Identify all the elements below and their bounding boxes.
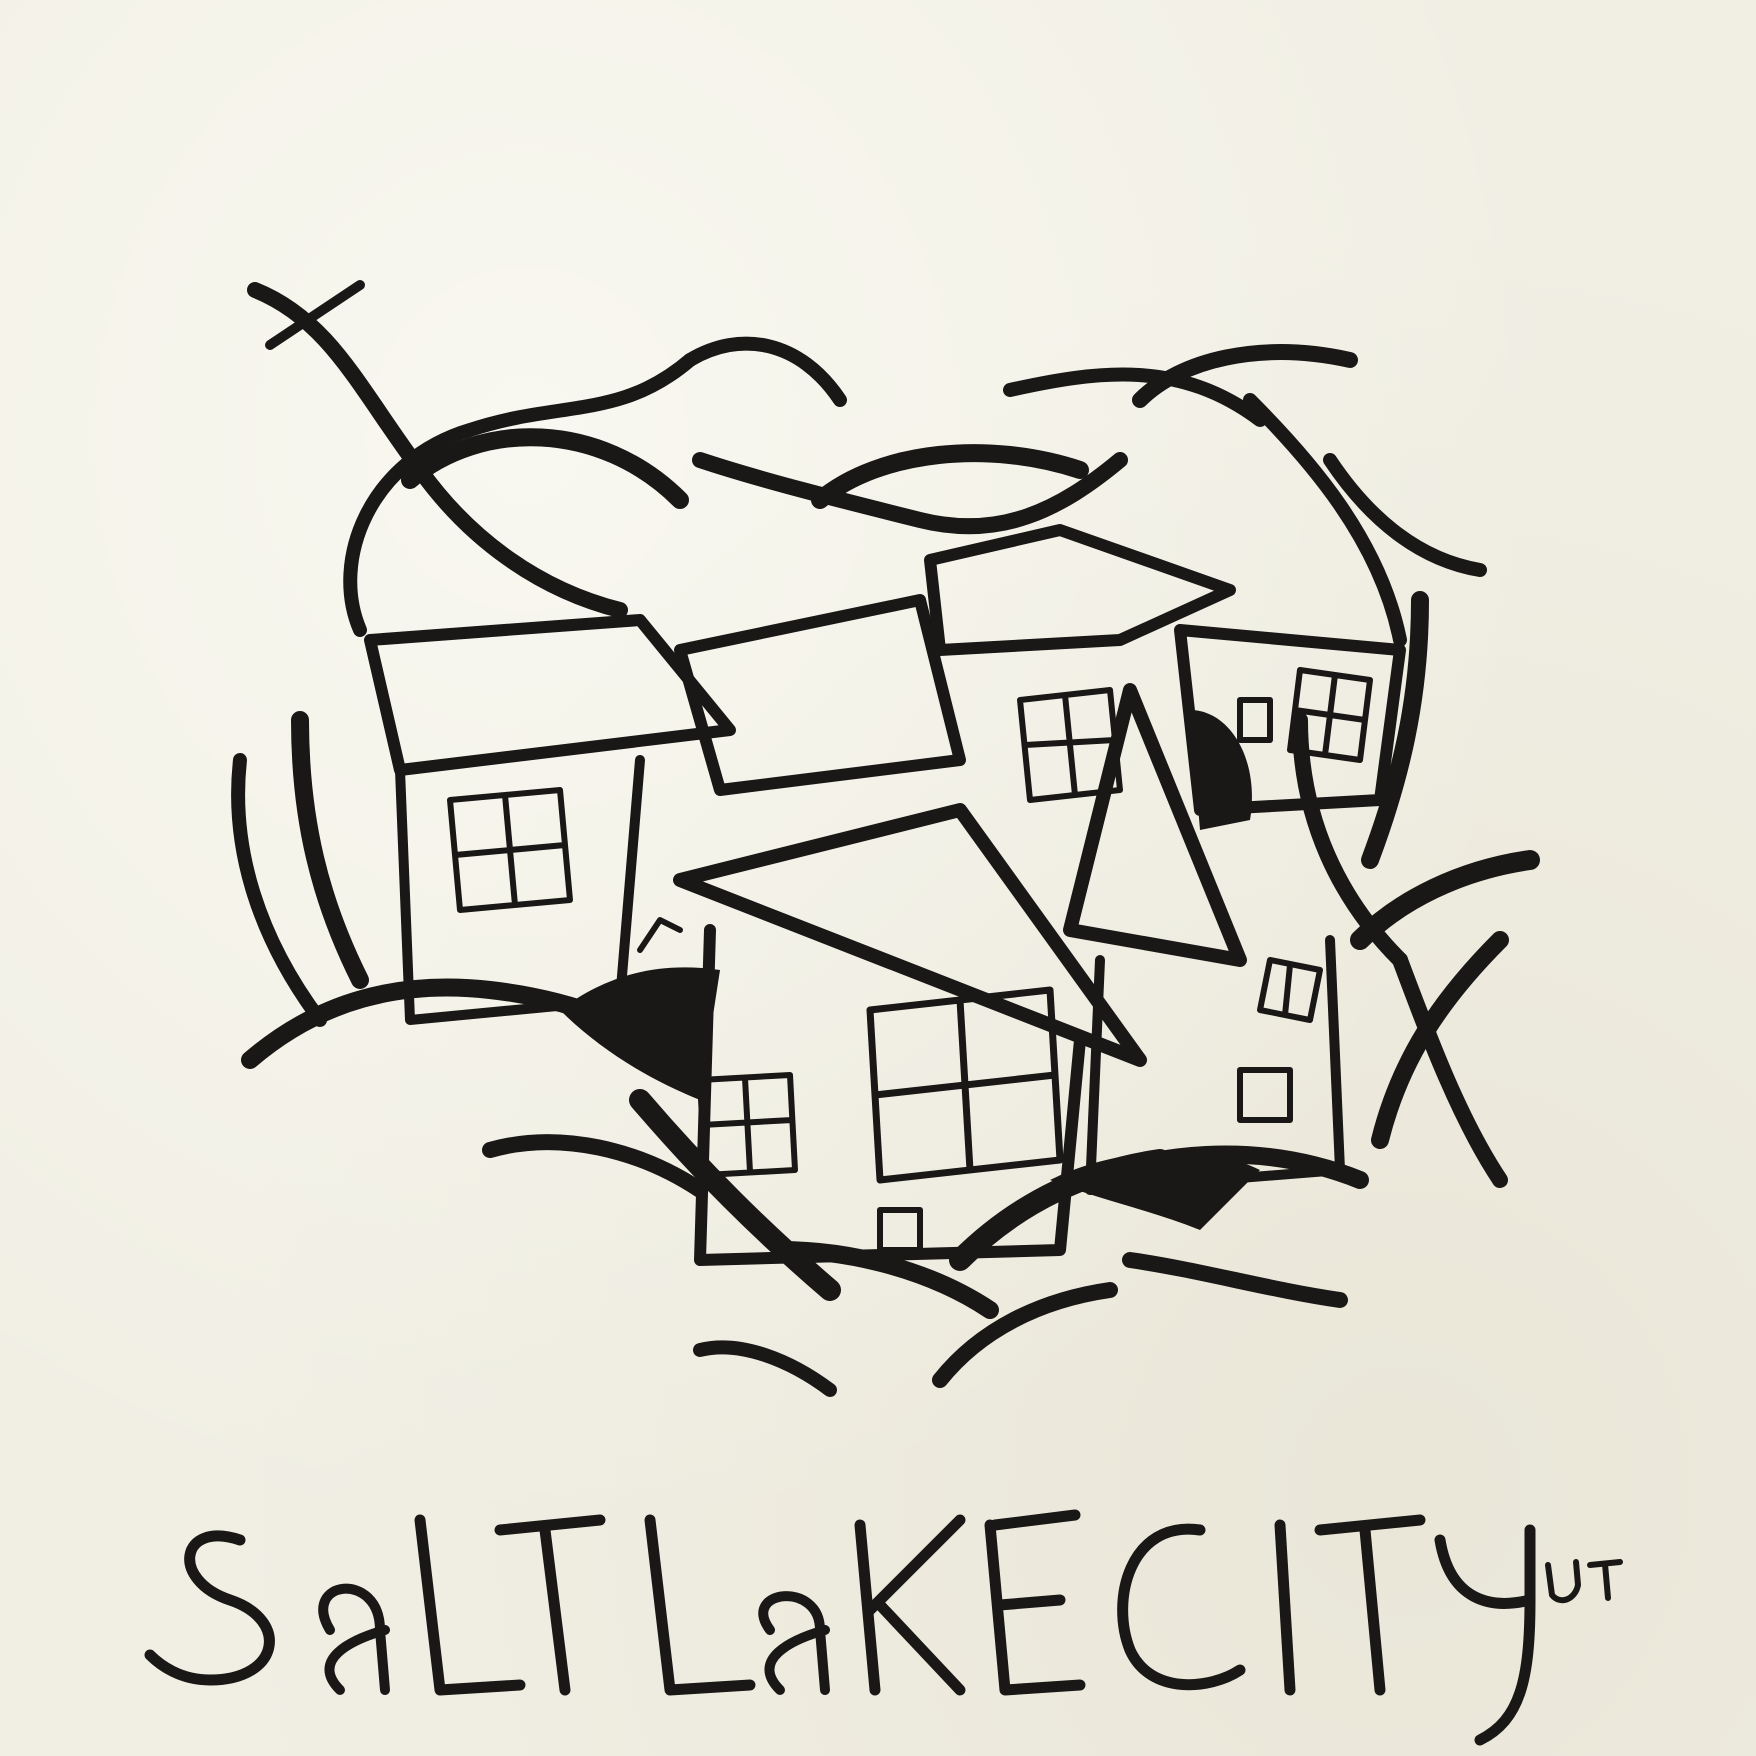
city-title — [150, 1500, 1669, 1666]
house-front — [680, 810, 1140, 1260]
state-abbreviation — [1530, 1550, 1573, 1586]
house-center-back — [680, 530, 1230, 800]
swirl-strokes — [238, 285, 1530, 1390]
house-right — [1180, 630, 1400, 830]
title-block — [0, 1500, 1756, 1700]
house-left — [370, 620, 730, 1020]
